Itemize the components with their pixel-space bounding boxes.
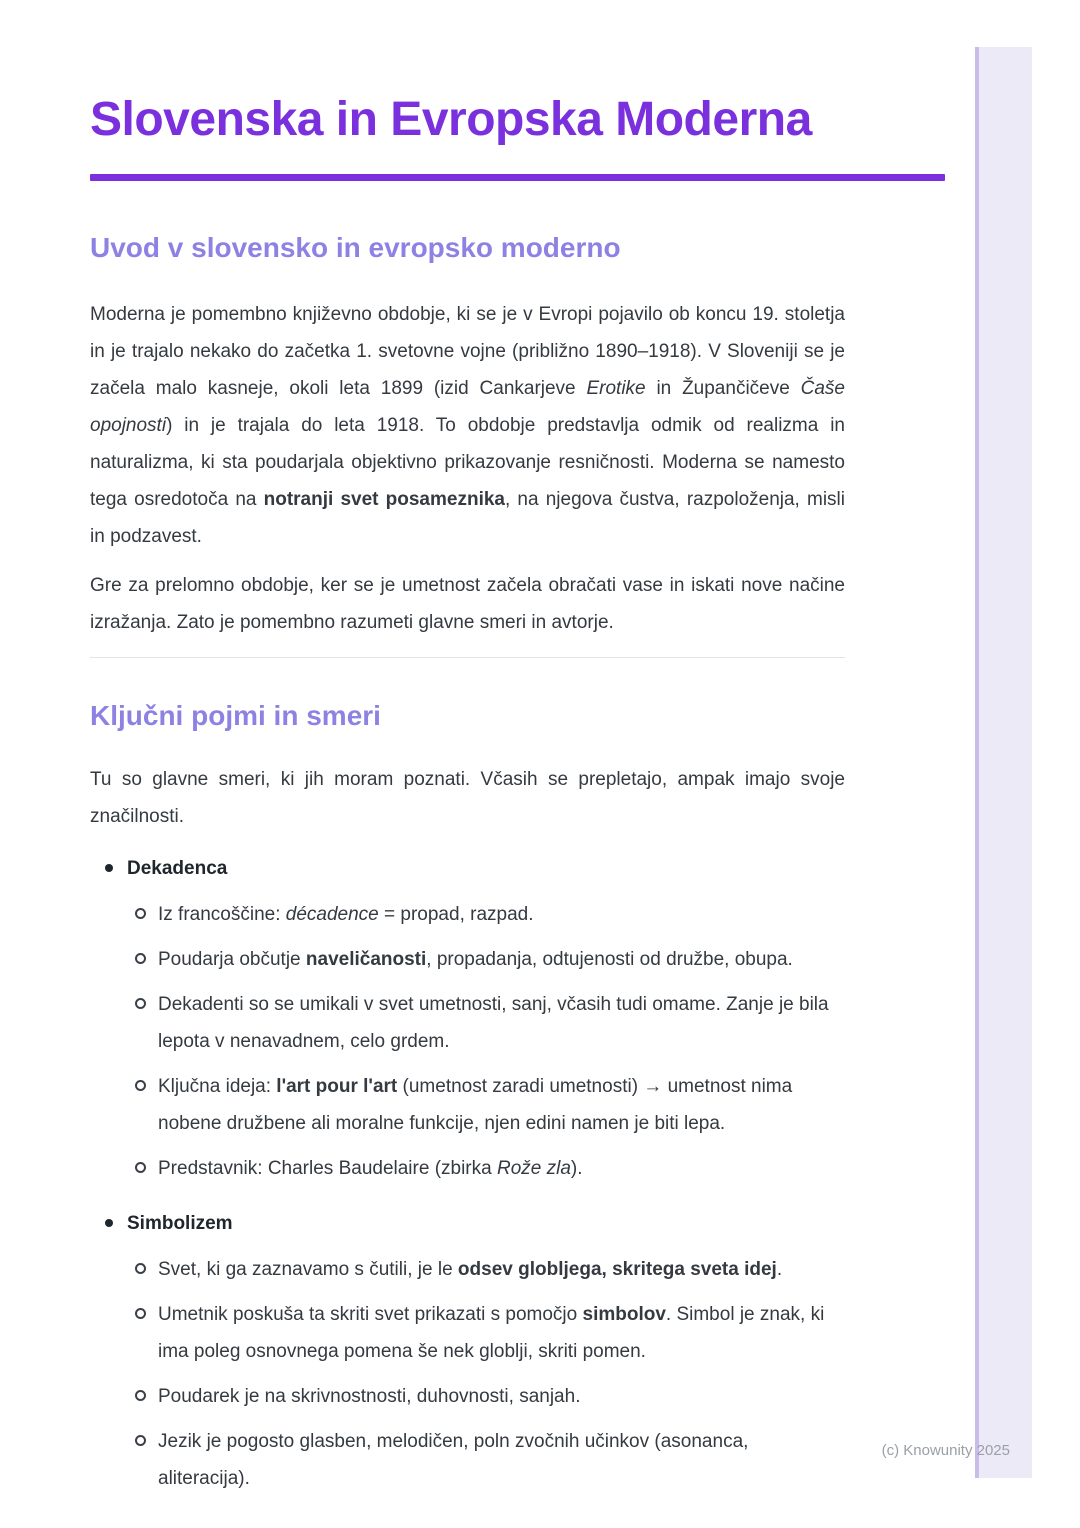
list-item-simbolizem	[90, 1205, 948, 1497]
list-item-point	[127, 1423, 845, 1497]
bullet-circle-icon	[135, 908, 146, 919]
list-item-point	[127, 1296, 845, 1370]
term-name: Simbolizem	[127, 1213, 233, 1234]
bullet-circle-icon	[135, 953, 146, 964]
point-text: Umetnik poskuša ta skriti svet prikazati s pomočjo simbolov. Simbol je znak, ki ima poleg osnovnega pomena še nek globlji, skriti pomen.	[158, 1304, 825, 1362]
section-heading-uvod: Uvod v slovensko in evropsko moderno	[90, 232, 621, 263]
title-rule	[90, 174, 945, 181]
point-text: Ključna ideja: l'art pour l'art (umetnost zaradi umetnosti) → umetnost nima nobene družbene ali moralne funkcije, njen edini namen je biti lepa.	[158, 1076, 793, 1134]
points-list	[127, 1251, 948, 1497]
bullet-circle-icon	[135, 1308, 146, 1319]
list-item-point	[127, 1251, 845, 1288]
bullet-circle-icon	[135, 1390, 146, 1401]
paragraph-intro: Tu so glavne smeri, ki jih moram poznati. Včasih se prepletajo, ampak imajo svoje značilnosti.	[90, 769, 845, 827]
list-item-point	[127, 1068, 845, 1142]
bullet-dot-icon	[105, 1219, 113, 1227]
page-edge-strip	[975, 47, 1032, 1478]
list-item-point	[127, 941, 845, 978]
point-text: Iz francoščine: décadence = propad, razpad.	[158, 904, 534, 925]
copyright-watermark: (c) Knowunity 2025	[881, 1442, 1010, 1459]
point-text: Svet, ki ga zaznavamo s čutili, je le odsev globljega, skritega sveta idej.	[158, 1259, 783, 1280]
list-item-dekadenca	[90, 850, 948, 1187]
page-title: Slovenska in Evropska Moderna	[90, 93, 812, 146]
paragraph-moderna: Moderna je pomembno književno obdobje, ki se je v Evropi pojavilo ob koncu 19. stoletja in je trajalo nekako do začetka 1. svetovne vojne (približno 1890–1918). V Sloveniji se je začela malo kasneje, okoli leta 1899 (izid Cankarjeve Erotike in Župančičeve Čaše opojnosti) in je trajala do leta 1918. To obdobje predstavlja odmik od realizma in naturalizma, ki sta poudarjala objektivno prikazovanje resničnosti. Moderna se namesto tega osredotoča na notranji svet posameznika, na njegova čustva, razpoloženja, misli in podzavest.	[90, 304, 845, 547]
document-content	[90, 0, 948, 1497]
section-divider	[90, 657, 845, 658]
list-item-point	[127, 1378, 845, 1415]
section-pojmi	[90, 699, 948, 1497]
point-text: Dekadenti so se umikali v svet umetnosti, sanj, včasih tudi omame. Zanje je bila lepota v nenavadnem, celo grdem.	[158, 994, 829, 1052]
section-uvod	[90, 231, 948, 641]
list-item-point	[127, 986, 845, 1060]
term-name: Dekadenca	[127, 858, 228, 879]
bullet-circle-icon	[135, 1162, 146, 1173]
paragraph-prelomno: Gre za prelomno obdobje, ker se je umetnost začela obračati vase in iskati nove načine izražanja. Zato je pomembno razumeti glavne smeri in avtorje.	[90, 575, 845, 633]
list-item-point	[127, 896, 845, 933]
terms-list	[90, 850, 948, 1497]
point-text: Poudarja občutje naveličanosti, propadanja, odtujenosti od družbe, obupa.	[158, 949, 793, 970]
bullet-circle-icon	[135, 1435, 146, 1446]
list-item-point	[127, 1150, 845, 1187]
bullet-circle-icon	[135, 1080, 146, 1091]
bullet-circle-icon	[135, 998, 146, 1009]
points-list	[127, 896, 948, 1187]
bullet-circle-icon	[135, 1263, 146, 1274]
section-heading-pojmi: Ključni pojmi in smeri	[90, 700, 381, 731]
point-text: Poudarek je na skrivnostnosti, duhovnosti, sanjah.	[158, 1386, 581, 1407]
point-text: Jezik je pogosto glasben, melodičen, poln zvočnih učinkov (asonanca, aliteracija).	[158, 1431, 749, 1489]
point-text: Predstavnik: Charles Baudelaire (zbirka Rože zla).	[158, 1158, 583, 1179]
bullet-dot-icon	[105, 864, 113, 872]
